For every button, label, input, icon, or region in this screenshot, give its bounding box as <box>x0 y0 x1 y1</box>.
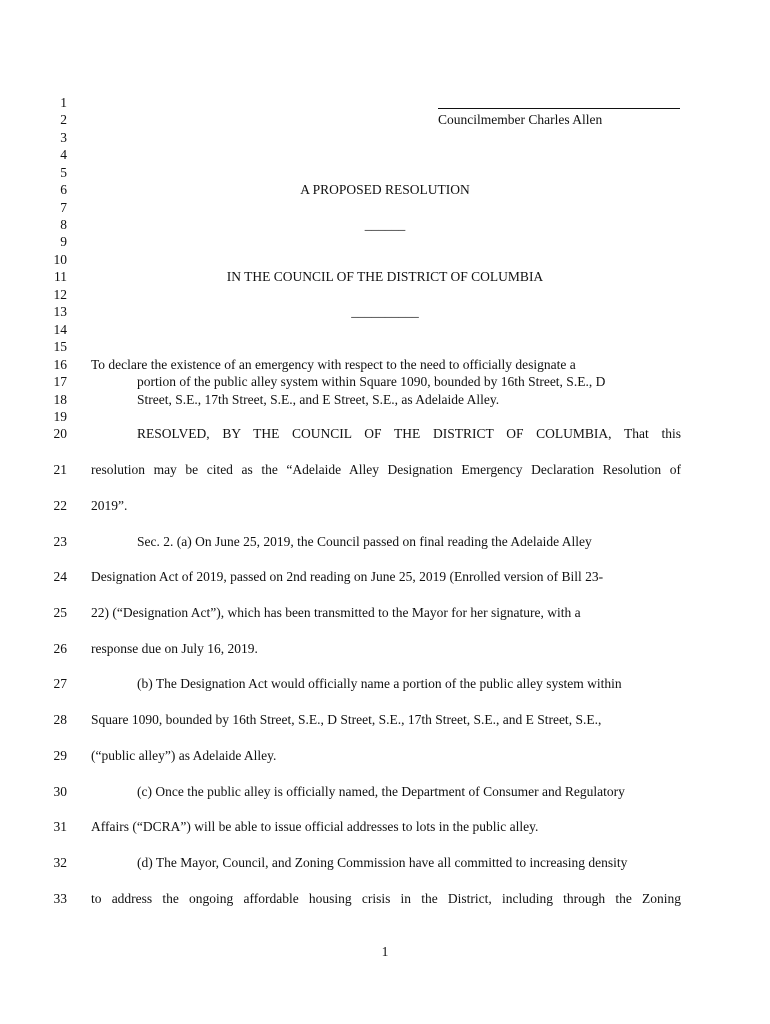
line-number: 2 <box>60 112 67 127</box>
line-number: 11 <box>54 269 67 284</box>
body-line: resolution may be cited as the “Adelaide Alley Designation Emergency Declaration Resolution of <box>91 462 681 477</box>
body-line: (“public alley”) as Adelaide Alley. <box>91 748 277 763</box>
line-number: 20 <box>53 426 67 441</box>
body-line: Sec. 2. (a) On June 25, 2019, the Council passed on final reading the Adelaide Alley <box>137 534 592 549</box>
document-title: A PROPOSED RESOLUTION <box>300 182 470 197</box>
line-number: 13 <box>53 304 67 319</box>
body-line: (c) Once the public alley is officially named, the Department of Consumer and Regulatory <box>137 784 625 799</box>
line-number: 4 <box>60 147 67 162</box>
line-number: 7 <box>60 200 67 215</box>
line-number: 31 <box>53 819 67 834</box>
body-line: 2019”. <box>91 498 128 513</box>
line-number: 10 <box>53 252 67 267</box>
body-line: (b) The Designation Act would officially name a portion of the public alley system within <box>137 676 622 691</box>
line-number: 23 <box>53 534 67 549</box>
line-number: 27 <box>53 676 67 691</box>
line-number: 17 <box>53 374 67 389</box>
body-line: Square 1090, bounded by 16th Street, S.E., D Street, S.E., 17th Street, S.E., and E Street, S.E., <box>91 712 602 727</box>
line-number: 9 <box>60 234 67 249</box>
line-number: 28 <box>53 712 67 727</box>
line-number: 14 <box>53 322 67 337</box>
line-number: 15 <box>53 339 67 354</box>
body-line: 22) (“Designation Act”), which has been transmitted to the Mayor for her signature, with a <box>91 605 581 620</box>
line-number: 26 <box>53 641 67 656</box>
line-number: 22 <box>53 498 67 513</box>
line-number: 32 <box>53 855 67 870</box>
line-number: 25 <box>53 605 67 620</box>
short-rule: ______ <box>364 217 406 232</box>
line-number: 12 <box>53 287 67 302</box>
line-number: 16 <box>53 357 67 372</box>
body-line: to address the ongoing affordable housing crisis in the District, including through the Zoning <box>91 891 681 906</box>
council-heading: IN THE COUNCIL OF THE DISTRICT OF COLUMBIA <box>226 269 544 284</box>
body-line: Designation Act of 2019, passed on 2nd reading on June 25, 2019 (Enrolled version of Bill 23- <box>91 569 604 584</box>
long-rule: __________ <box>351 304 419 319</box>
line-number: 30 <box>53 784 67 799</box>
purpose-line: To declare the existence of an emergency with respect to the need to officially designate a <box>91 357 576 372</box>
page-number: 1 <box>381 944 389 959</box>
line-number: 5 <box>60 165 67 180</box>
line-number: 19 <box>53 409 67 424</box>
body-line: (d) The Mayor, Council, and Zoning Commission have all committed to increasing density <box>137 855 628 870</box>
body-line: Affairs (“DCRA”) will be able to issue official addresses to lots in the public alley. <box>91 819 539 834</box>
body-line: response due on July 16, 2019. <box>91 641 258 656</box>
line-number: 1 <box>60 95 67 110</box>
line-number: 18 <box>53 392 67 407</box>
signature-line <box>438 108 680 109</box>
purpose-line: portion of the public alley system within Square 1090, bounded by 16th Street, S.E., D <box>137 374 606 389</box>
body-line: RESOLVED, BY THE COUNCIL OF THE DISTRICT OF COLUMBIA, That this <box>137 426 681 441</box>
line-number: 29 <box>53 748 67 763</box>
sponsor-name: Councilmember Charles Allen <box>438 112 603 127</box>
line-number: 3 <box>60 130 67 145</box>
line-number: 21 <box>53 462 67 477</box>
purpose-line: Street, S.E., 17th Street, S.E., and E Street, S.E., as Adelaide Alley. <box>137 392 500 407</box>
line-number: 24 <box>53 569 67 584</box>
line-number: 33 <box>53 891 67 906</box>
line-number: 6 <box>60 182 67 197</box>
line-number: 8 <box>60 217 67 232</box>
